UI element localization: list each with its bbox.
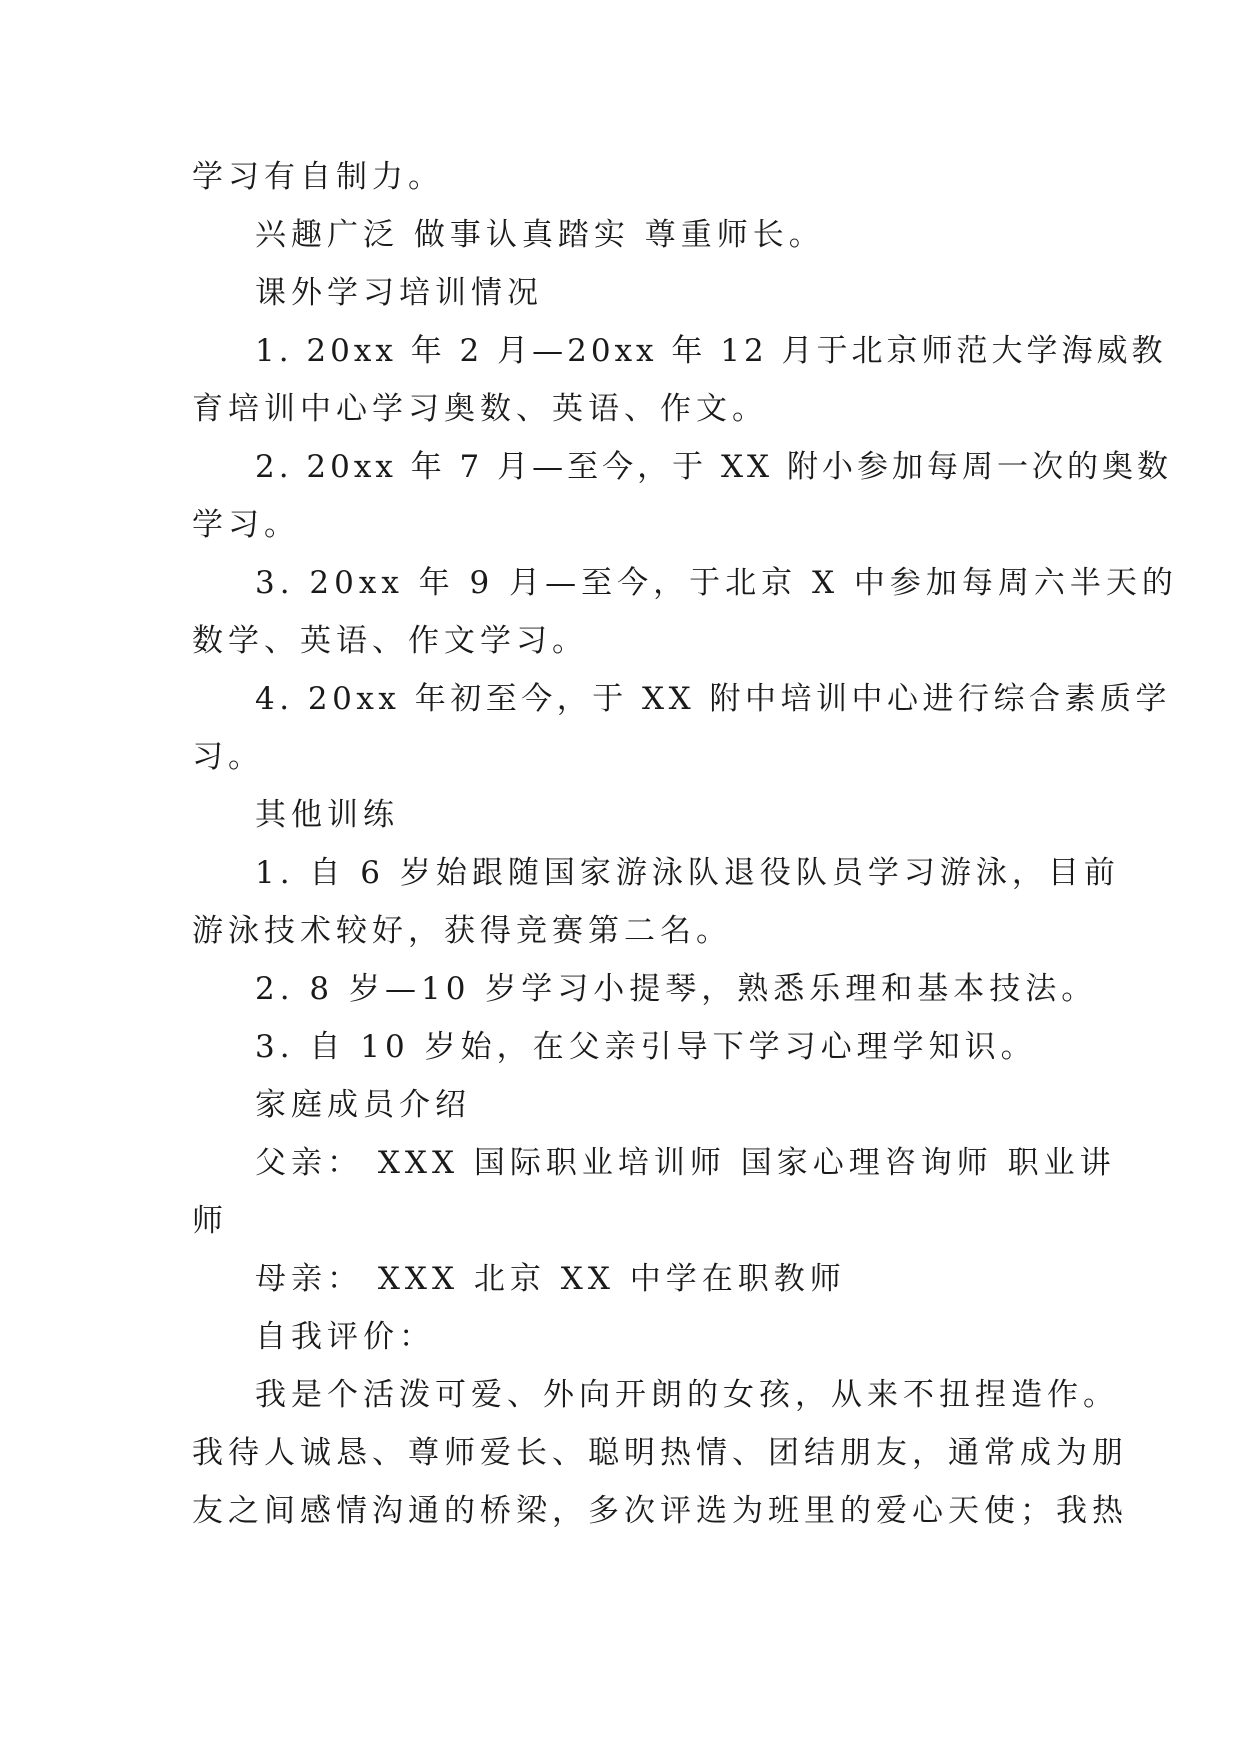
list-item: 3. 20xx 年 9 月—至今，于北京 X 中参加每周六半天的 bbox=[255, 565, 1178, 601]
section-heading: 自我评价： bbox=[255, 1319, 435, 1355]
list-item: 3. 自 10 岁始，在父亲引导下学习心理学知识。 bbox=[255, 1029, 1037, 1065]
text-line: 父亲： XXX 国际职业培训师 国家心理咨询师 职业讲 bbox=[255, 1145, 1116, 1181]
text-line: 学习有自制力。 bbox=[192, 159, 444, 195]
text-line: 学习。 bbox=[192, 507, 300, 543]
text-line: 我是个活泼可爱、外向开朗的女孩，从来不扭捏造作。 bbox=[255, 1377, 1119, 1413]
text-line: 我待人诚恳、尊师爱长、聪明热情、团结朋友，通常成为朋 bbox=[192, 1435, 1128, 1471]
text-line: 数学、英语、作文学习。 bbox=[192, 623, 588, 659]
text-line: 母亲： XXX 北京 XX 中学在职教师 bbox=[255, 1261, 846, 1297]
list-item: 1. 20xx 年 2 月—20xx 年 12 月于北京师范大学海威教 bbox=[255, 333, 1167, 369]
text-line: 兴趣广泛 做事认真踏实 尊重师长。 bbox=[255, 217, 825, 253]
section-heading: 其他训练 bbox=[255, 797, 399, 833]
text-line: 习。 bbox=[192, 739, 264, 775]
text-line: 游泳技术较好，获得竞赛第二名。 bbox=[192, 913, 732, 949]
text-line: 师 bbox=[192, 1203, 228, 1239]
text-line: 友之间感情沟通的桥梁，多次评选为班里的爱心天使；我热 bbox=[192, 1493, 1128, 1529]
list-item: 2. 8 岁—10 岁学习小提琴，熟悉乐理和基本技法。 bbox=[255, 971, 1098, 1007]
text-line: 育培训中心学习奥数、英语、作文。 bbox=[192, 391, 768, 427]
section-heading: 课外学习培训情况 bbox=[255, 275, 543, 311]
list-item: 4. 20xx 年初至今，于 XX 附中培训中心进行综合素质学 bbox=[255, 681, 1172, 717]
list-item: 1. 自 6 岁始跟随国家游泳队退役队员学习游泳，目前 bbox=[255, 855, 1120, 891]
section-heading: 家庭成员介绍 bbox=[255, 1087, 471, 1123]
list-item: 2. 20xx 年 7 月—至今，于 XX 附小参加每周一次的奥数 bbox=[255, 449, 1172, 485]
